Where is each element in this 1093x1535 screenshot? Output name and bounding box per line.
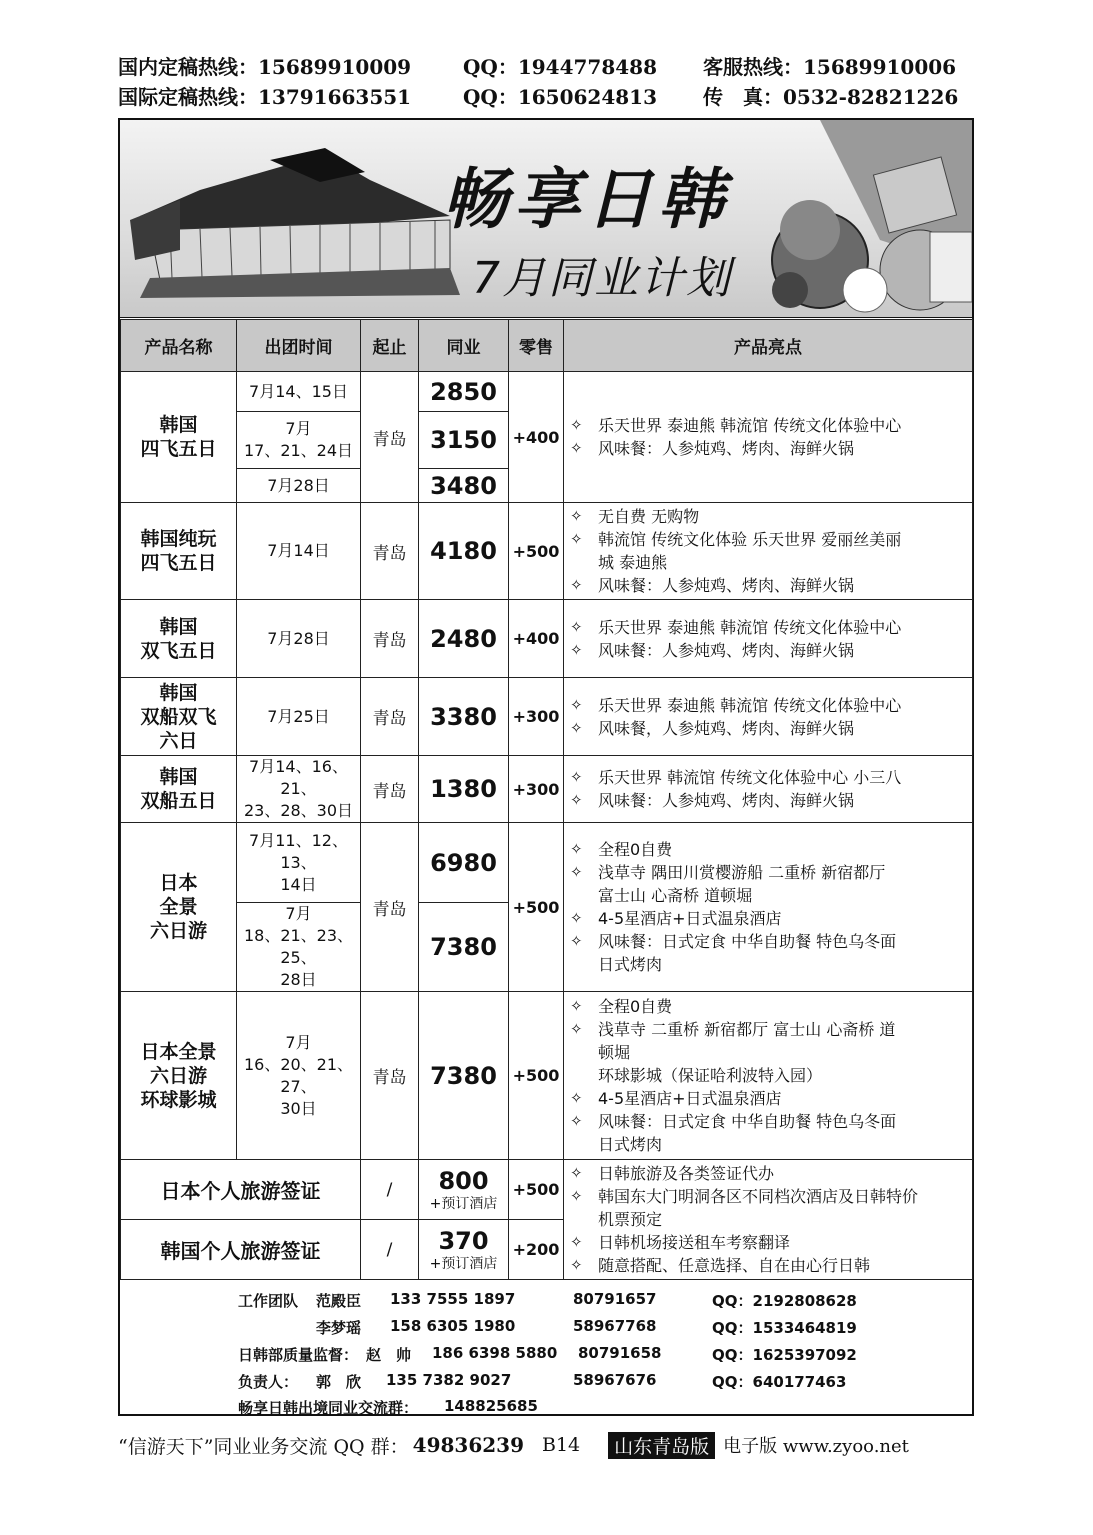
highlight-text — [598, 694, 966, 717]
origin-city: 青岛 — [361, 678, 419, 756]
origin-city: 青岛 — [361, 756, 419, 823]
table-header-row — [121, 320, 973, 372]
domestic-hotline-label: 国内定稿热线： — [118, 54, 258, 79]
departure-date-line: 7月28日 — [267, 475, 330, 495]
highlight-item — [570, 1231, 966, 1254]
trade-price: 2480 — [419, 600, 509, 678]
visa-row — [121, 1160, 973, 1220]
fax-number: 0532-82821226 — [783, 84, 959, 109]
sparkle-bullet-icon: ✧ — [570, 863, 583, 881]
highlight-text — [598, 437, 966, 460]
sparkle-bullet-icon: ✧ — [570, 1164, 583, 1182]
highlight-text — [598, 907, 966, 930]
origin-city: 青岛 — [361, 823, 419, 992]
sparkle-bullet-icon: ✧ — [570, 997, 583, 1015]
retail-markup: +500 — [509, 992, 564, 1160]
sparkle-bullet-icon: ✧ — [570, 1112, 583, 1130]
highlight-line: 日式烤肉 — [598, 1135, 663, 1154]
highlight-text — [598, 717, 966, 740]
highlight-text — [598, 574, 966, 597]
tour-row — [121, 600, 973, 678]
contact-mobile: 135 7382 9027 — [386, 1371, 512, 1389]
product-highlights — [564, 678, 973, 756]
origin-city: 青岛 — [361, 372, 419, 503]
banner-subtitle: 7月同业计划 — [472, 253, 732, 304]
departure-date-line: 7月11、12、13、 — [249, 830, 348, 872]
tour-row — [121, 992, 973, 1160]
visa-price-value: 800 — [438, 1166, 489, 1195]
highlight-line: 浅草寺 二重桥 新宿都厅 富士山 心斋桥 道 — [598, 1020, 896, 1039]
product-highlights — [564, 823, 973, 992]
highlight-text — [598, 414, 966, 437]
visa-highlights — [564, 1160, 973, 1280]
contact-row — [120, 1317, 972, 1343]
contact-role: 日韩部质量监督： — [238, 1346, 359, 1364]
col-header-departure: 出团时间 — [237, 320, 361, 372]
highlight-line: 城 泰迪熊 — [598, 553, 668, 572]
trade-price: 3380 — [419, 678, 509, 756]
departure-date — [237, 756, 361, 823]
highlight-item — [570, 694, 966, 717]
product-name-line: 六日 — [159, 729, 198, 752]
departure-date-line: 16、20、21、27、 — [243, 1054, 354, 1096]
departure-date-line: 7月 — [285, 419, 312, 438]
highlight-item — [570, 1087, 966, 1110]
edition-badge: 山东青岛版 — [608, 1432, 715, 1459]
highlight-line: 无自费 无购物 — [598, 507, 700, 526]
highlight-line: 风味餐，人参炖鸡、烤肉、海鲜火锅 — [598, 718, 855, 738]
departure-date-line: 28日 — [280, 970, 317, 989]
highlight-line: 风味餐：人参炖鸡、烤肉、海鲜火锅 — [598, 439, 855, 458]
highlight-item — [570, 907, 966, 930]
highlight-item — [570, 717, 966, 740]
highlight-item — [570, 838, 966, 861]
highlight-line: 浅草寺 隅田川赏樱游船 二重桥 新宿都厅 — [598, 863, 886, 882]
contact-section — [120, 1280, 972, 1416]
departure-date-line: 7月14日 — [267, 541, 330, 560]
product-name-line: 日本全景 — [140, 1040, 217, 1063]
col-header-origin: 起止 — [361, 320, 419, 372]
service-hotline-phone: 15689910006 — [803, 54, 957, 79]
retail-markup: +500 — [509, 823, 564, 992]
highlight-text — [598, 789, 966, 812]
trade-price: 7380 — [419, 992, 509, 1160]
retail-markup: +500 — [509, 503, 564, 600]
product-name — [121, 678, 237, 756]
page-footer — [118, 1432, 974, 1458]
highlight-item — [570, 766, 966, 789]
sparkle-bullet-icon: ✧ — [570, 1233, 583, 1251]
highlight-line: 4-5星酒店+日式温泉酒店 — [598, 1089, 782, 1108]
trade-price: 2850 — [419, 372, 509, 412]
sparkle-bullet-icon: ✧ — [570, 932, 583, 950]
flyer-frame — [118, 118, 974, 1416]
banner-title: 畅享日韩 — [442, 161, 730, 238]
product-name — [121, 992, 237, 1160]
group-row — [120, 1397, 972, 1423]
highlight-text — [598, 1254, 966, 1277]
highlight-line: 韩国东大门明洞各区不同档次酒店及日韩特价 — [598, 1187, 919, 1206]
sparkle-bullet-icon: ✧ — [570, 791, 583, 809]
trade-price: 3480 — [419, 469, 509, 503]
highlight-item — [570, 1018, 966, 1087]
intl-hotline-phone: 13791663551 — [258, 84, 412, 109]
contact-tel: 80791658 — [578, 1344, 662, 1362]
highlight-text — [598, 861, 966, 907]
sparkle-bullet-icon: ✧ — [570, 530, 583, 548]
contact-qq: QQ：1533464819 — [712, 1319, 857, 1337]
departure-date — [237, 903, 361, 992]
highlight-item — [570, 437, 966, 460]
highlight-item — [570, 930, 966, 976]
product-highlights — [564, 372, 973, 503]
tour-row — [121, 503, 973, 600]
contact-name: 范殿臣 — [316, 1292, 362, 1310]
sparkle-bullet-icon: ✧ — [570, 439, 583, 457]
contact-role: 负责人： — [238, 1373, 299, 1391]
highlight-text — [598, 1231, 966, 1254]
visa-retail: +200 — [509, 1220, 564, 1280]
palace-illustration — [130, 148, 460, 298]
sparkle-bullet-icon: ✧ — [570, 718, 583, 737]
highlight-line: 风味餐：日式定食 中华自助餐 特色乌冬面 — [598, 1112, 897, 1131]
group-label: 畅享日韩出境同业交流群： — [238, 1399, 419, 1417]
highlight-text — [598, 1018, 966, 1087]
tour-row — [121, 756, 973, 823]
highlight-line: 4-5星酒店+日式温泉酒店 — [598, 909, 782, 928]
retail-markup: +300 — [509, 756, 564, 823]
sparkle-bullet-icon: ✧ — [570, 695, 583, 714]
website: 电子版 www.zyoo.net — [723, 1436, 909, 1457]
contact-qq: QQ：2192808628 — [712, 1292, 857, 1310]
highlight-line: 乐天世界 泰迪熊 韩流馆 传统文化体验中心 — [598, 617, 902, 637]
highlight-text — [598, 930, 966, 976]
highlight-line: 全程0自费 — [598, 840, 673, 859]
departure-date — [237, 372, 361, 412]
contact-row — [120, 1344, 972, 1370]
product-name-line: 全景 — [159, 896, 198, 918]
sparkle-bullet-icon: ✧ — [570, 909, 583, 927]
trade-price: 1380 — [419, 756, 509, 823]
departure-date-line: 7月14、15日 — [249, 381, 348, 401]
trade-price: 6980 — [419, 823, 509, 903]
qq-label: QQ： — [463, 84, 518, 109]
sparkle-bullet-icon: ✧ — [570, 1256, 583, 1274]
sparkle-bullet-icon: ✧ — [570, 840, 583, 858]
highlight-line: 乐天世界 泰迪熊 韩流馆 传统文化体验中心 — [598, 695, 902, 715]
sparkle-bullet-icon: ✧ — [570, 1020, 583, 1038]
col-header-product: 产品名称 — [121, 320, 237, 372]
highlight-item — [570, 1110, 966, 1156]
highlight-line: 日式烤肉 — [598, 955, 663, 974]
product-name-line: 四飞五日 — [140, 438, 217, 460]
product-name-line: 四飞五日 — [140, 552, 217, 574]
visa-price-note: +预订酒店 — [429, 1195, 498, 1212]
product-name-line: 韩国纯玩 — [140, 528, 217, 550]
sparkle-bullet-icon: ✧ — [570, 617, 583, 636]
product-name-line: 韩国 — [159, 681, 198, 704]
hotline-row-domestic — [118, 50, 978, 80]
highlight-item — [570, 789, 966, 812]
highlight-text — [598, 838, 966, 861]
product-name — [121, 372, 237, 503]
hotline-row-international — [118, 80, 978, 110]
highlight-line: 顿堀 — [598, 1043, 631, 1062]
highlight-text — [598, 616, 966, 639]
product-name-line: 六日游 — [149, 920, 207, 942]
product-name — [121, 756, 237, 823]
contact-tel: 58967676 — [573, 1371, 657, 1389]
sparkle-bullet-icon: ✧ — [570, 1187, 583, 1205]
visa-retail: +500 — [509, 1160, 564, 1220]
highlight-line: 机票预定 — [598, 1210, 663, 1229]
contact-role: 工作团队 — [238, 1292, 299, 1310]
highlight-text — [598, 505, 966, 528]
departure-date-line: 7月14、16、21、 — [249, 757, 348, 798]
col-header-trade-price: 同业 — [419, 320, 509, 372]
contact-name: 李梦瑶 — [316, 1319, 362, 1337]
intl-hotline-label: 国际定稿热线： — [118, 84, 258, 109]
highlight-item — [570, 505, 966, 528]
highlight-item — [570, 861, 966, 907]
product-name-line: 环球影城 — [140, 1088, 217, 1111]
highlight-text — [598, 1110, 966, 1156]
contact-row — [120, 1290, 972, 1316]
highlight-line: 随意搭配、任意选择、自在由心行日韩 — [598, 1256, 871, 1275]
highlight-text — [598, 1162, 966, 1185]
contact-mobile: 158 6305 1980 — [390, 1317, 516, 1335]
tour-row — [121, 678, 973, 756]
departure-date-line: 7月25日 — [267, 706, 330, 726]
japan-collage-illustration — [772, 120, 972, 312]
visa-origin: / — [361, 1220, 419, 1280]
departure-date-line: 7月 — [285, 904, 312, 923]
product-name-line: 韩国 — [159, 766, 198, 788]
product-name-line: 韩国 — [159, 414, 198, 436]
highlight-text — [598, 1087, 966, 1110]
sparkle-bullet-icon: ✧ — [570, 768, 583, 786]
highlight-item — [570, 414, 966, 437]
departure-date-line: 7月 — [285, 1032, 312, 1052]
highlight-text — [598, 995, 966, 1018]
departure-date-line: 17、21、24日 — [243, 441, 354, 460]
highlight-line: 风味餐：人参炖鸡、烤肉、海鲜火锅 — [598, 576, 855, 595]
retail-markup: +300 — [509, 678, 564, 756]
contact-qq: QQ：1625397092 — [712, 1346, 857, 1364]
col-header-retail: 零售 — [509, 320, 564, 372]
sparkle-bullet-icon: ✧ — [570, 416, 583, 434]
product-highlights — [564, 756, 973, 823]
trade-price: 4180 — [419, 503, 509, 600]
fax-label: 传 真： — [703, 84, 783, 109]
origin-city: 青岛 — [361, 600, 419, 678]
visa-name: 韩国个人旅游签证 — [121, 1220, 361, 1280]
hotlines — [118, 50, 978, 110]
product-highlights — [564, 992, 973, 1160]
highlight-item — [570, 1162, 966, 1185]
highlight-line: 日韩机场接送租车考察翻译 — [598, 1233, 791, 1252]
contact-row — [120, 1371, 972, 1397]
highlight-item — [570, 995, 966, 1018]
visa-price-note: +预订酒店 — [429, 1255, 498, 1272]
departure-date — [237, 412, 361, 469]
page-number: B14 — [542, 1434, 581, 1456]
contact-mobile: 186 6398 5880 — [432, 1344, 558, 1362]
highlight-line: 风味餐：人参炖鸡、烤肉、海鲜火锅 — [598, 791, 855, 810]
origin-city: 青岛 — [361, 503, 419, 600]
departure-date-line: 23、28、30日 — [243, 801, 354, 820]
sparkle-bullet-icon: ✧ — [570, 640, 583, 659]
group-number: 148825685 — [444, 1397, 538, 1415]
intl-qq: 1650624813 — [517, 84, 658, 109]
banner — [120, 120, 972, 318]
departure-date — [237, 992, 361, 1160]
departure-date-line: 30日 — [280, 1098, 317, 1118]
sparkle-bullet-icon: ✧ — [570, 576, 583, 594]
retail-markup: +400 — [509, 372, 564, 503]
visa-origin: / — [361, 1160, 419, 1220]
highlight-item — [570, 574, 966, 597]
departure-date-line: 7月28日 — [267, 628, 330, 648]
highlight-line: 韩流馆 传统文化体验 乐天世界 爱丽丝美丽 — [598, 530, 902, 549]
highlight-line: 富士山 心斋桥 道顿堀 — [598, 886, 753, 905]
highlight-text — [598, 639, 966, 662]
contact-qq: QQ：640177463 — [712, 1373, 847, 1391]
trade-price: 7380 — [419, 903, 509, 992]
product-name-line: 六日游 — [149, 1064, 207, 1087]
footer-text: “信游天下”同业业务交流 QQ 群： — [118, 1435, 409, 1458]
highlight-text — [598, 528, 966, 574]
departure-date — [237, 678, 361, 756]
contact-mobile: 133 7555 1897 — [390, 1290, 516, 1308]
highlight-item — [570, 639, 966, 662]
contact-name: 郭 欣 — [316, 1373, 362, 1391]
tour-row — [121, 823, 973, 903]
contact-tel: 80791657 — [573, 1290, 657, 1308]
highlight-item — [570, 1254, 966, 1277]
highlight-line: 风味餐：人参炖鸡、烤肉、海鲜火锅 — [598, 640, 855, 660]
visa-price — [419, 1220, 509, 1280]
departure-date-line: 14日 — [280, 874, 317, 894]
origin-city: 青岛 — [361, 992, 419, 1160]
product-name-line: 双船五日 — [140, 790, 217, 812]
trade-price: 3150 — [419, 412, 509, 469]
highlight-text — [598, 766, 966, 789]
product-highlights — [564, 503, 973, 600]
product-name-line: 日本 — [159, 872, 198, 894]
highlight-item — [570, 616, 966, 639]
retail-markup: +400 — [509, 600, 564, 678]
visa-name: 日本个人旅游签证 — [121, 1160, 361, 1220]
col-header-highlights: 产品亮点 — [564, 320, 973, 372]
departure-date — [237, 503, 361, 600]
tour-row — [121, 372, 973, 412]
highlight-text — [598, 1185, 966, 1231]
highlight-line: 全程0自费 — [598, 997, 673, 1016]
product-highlights — [564, 600, 973, 678]
sparkle-bullet-icon: ✧ — [570, 507, 583, 525]
footer-qq-group: 49836239 — [412, 1433, 524, 1457]
domestic-hotline-phone: 15689910009 — [258, 54, 412, 79]
highlight-line: 环球影城（保证哈利波特入园） — [598, 1066, 823, 1085]
departure-date — [237, 469, 361, 503]
product-name — [121, 503, 237, 600]
departure-date — [237, 823, 361, 903]
sparkle-bullet-icon: ✧ — [570, 1089, 583, 1107]
departure-date-line: 18、21、23、25、 — [243, 926, 354, 967]
highlight-line: 乐天世界 韩流馆 传统文化体验中心 小三八 — [598, 768, 902, 787]
highlight-item — [570, 1185, 966, 1231]
qq-label: QQ： — [463, 54, 518, 79]
highlight-line: 乐天世界 泰迪熊 韩流馆 传统文化体验中心 — [598, 416, 902, 435]
visa-price — [419, 1160, 509, 1220]
product-name — [121, 823, 237, 992]
highlight-line: 风味餐：日式定食 中华自助餐 特色乌冬面 — [598, 932, 897, 951]
tour-plan-table — [120, 319, 973, 1280]
departure-date — [237, 600, 361, 678]
product-name — [121, 600, 237, 678]
highlight-item — [570, 528, 966, 574]
service-hotline-label: 客服热线： — [703, 54, 803, 79]
contact-tel: 58967768 — [573, 1317, 657, 1335]
highlight-line: 日韩旅游及各类签证代办 — [598, 1164, 775, 1183]
contact-name: 赵 帅 — [366, 1346, 412, 1364]
product-name-line: 双飞五日 — [140, 639, 217, 662]
domestic-qq: 1944778488 — [517, 54, 658, 79]
product-name-line: 双船双飞 — [140, 705, 217, 728]
product-name-line: 韩国 — [159, 615, 198, 638]
visa-price-value: 370 — [438, 1226, 489, 1255]
